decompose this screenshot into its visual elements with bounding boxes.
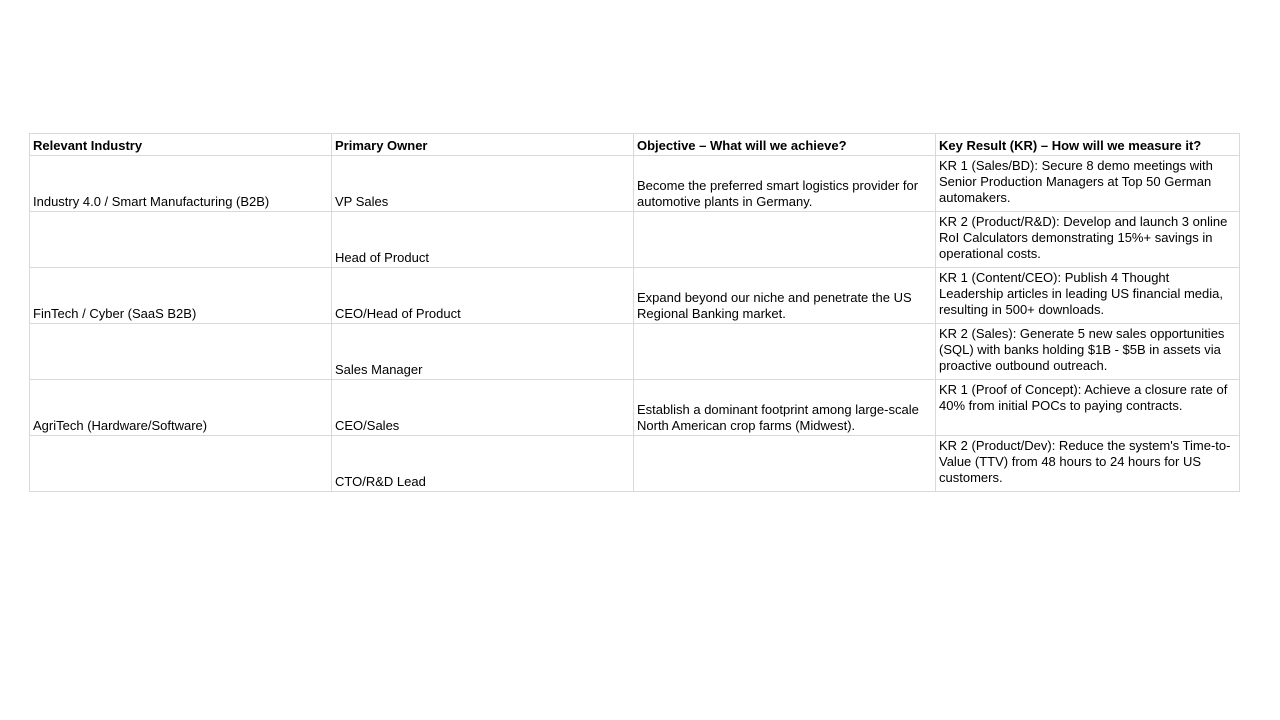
header-primary-owner[interactable]: Primary Owner xyxy=(332,134,634,156)
owner-cell[interactable]: Head of Product xyxy=(332,212,634,268)
table-row xyxy=(30,436,1240,492)
table-row xyxy=(30,324,1240,380)
table-row xyxy=(30,156,1240,212)
header-row xyxy=(30,134,1240,156)
table-row xyxy=(30,212,1240,268)
objective-cell[interactable] xyxy=(634,212,936,268)
key-result-cell[interactable]: KR 2 (Product/R&D): Develop and launch 3 online RoI Calculators demonstrating 15%+ savings in operational costs. xyxy=(936,212,1240,268)
objective-cell[interactable] xyxy=(634,324,936,380)
industry-cell[interactable]: AgriTech (Hardware/Software) xyxy=(30,380,332,436)
industry-cell[interactable] xyxy=(30,436,332,492)
industry-cell[interactable] xyxy=(30,324,332,380)
header-key-result[interactable]: Key Result (KR) – How will we measure it? xyxy=(936,134,1240,156)
owner-cell[interactable]: CEO/Head of Product xyxy=(332,268,634,324)
key-result-cell[interactable]: KR 1 (Proof of Concept): Achieve a closure rate of 40% from initial POCs to paying contracts. xyxy=(936,380,1240,436)
key-result-cell[interactable]: KR 2 (Product/Dev): Reduce the system's Time-to-Value (TTV) from 48 hours to 24 hours for US customers. xyxy=(936,436,1240,492)
key-result-cell[interactable]: KR 2 (Sales): Generate 5 new sales opportunities (SQL) with banks holding $1B - $5B in assets via proactive outbound outreach. xyxy=(936,324,1240,380)
industry-cell[interactable]: Industry 4.0 / Smart Manufacturing (B2B) xyxy=(30,156,332,212)
industry-cell[interactable]: FinTech / Cyber (SaaS B2B) xyxy=(30,268,332,324)
industry-cell[interactable] xyxy=(30,212,332,268)
objective-cell[interactable]: Become the preferred smart logistics provider for automotive plants in Germany. xyxy=(634,156,936,212)
table-row xyxy=(30,268,1240,324)
key-result-cell[interactable]: KR 1 (Sales/BD): Secure 8 demo meetings with Senior Production Managers at Top 50 German automakers. xyxy=(936,156,1240,212)
owner-cell[interactable]: CEO/Sales xyxy=(332,380,634,436)
owner-cell[interactable]: Sales Manager xyxy=(332,324,634,380)
header-objective[interactable]: Objective – What will we achieve? xyxy=(634,134,936,156)
owner-cell[interactable]: VP Sales xyxy=(332,156,634,212)
objective-cell[interactable]: Expand beyond our niche and penetrate the US Regional Banking market. xyxy=(634,268,936,324)
table-row xyxy=(30,380,1240,436)
owner-cell[interactable]: CTO/R&D Lead xyxy=(332,436,634,492)
objective-cell[interactable] xyxy=(634,436,936,492)
key-result-cell[interactable]: KR 1 (Content/CEO): Publish 4 Thought Leadership articles in leading US financial media, resulting in 500+ downloads. xyxy=(936,268,1240,324)
objective-cell[interactable]: Establish a dominant footprint among large-scale North American crop farms (Midwest). xyxy=(634,380,936,436)
header-relevant-industry[interactable]: Relevant Industry xyxy=(30,134,332,156)
okr-table xyxy=(29,133,1240,492)
